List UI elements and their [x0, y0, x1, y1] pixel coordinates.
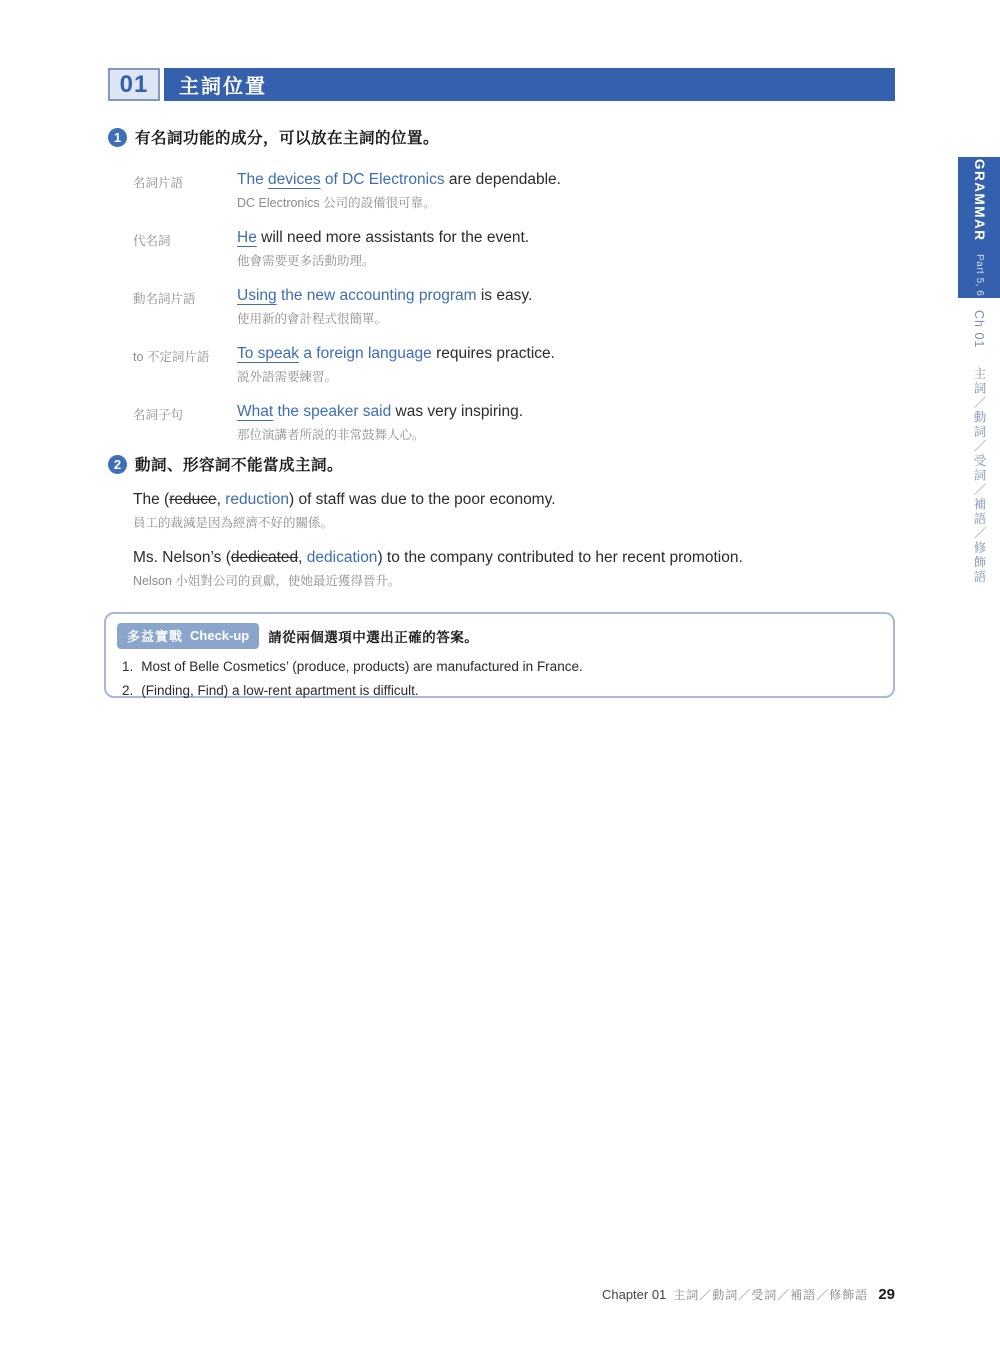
chapter-side-label-text [970, 310, 988, 610]
example-translation: 他會需要更多活動助理。 [237, 254, 375, 268]
checkup-item-list [106, 659, 893, 698]
chapter-title-banner [164, 68, 895, 101]
section2-examples [133, 489, 898, 590]
example-body [237, 343, 555, 386]
example-type-label: to 不定詞片語 [133, 350, 210, 364]
section-heading-text: 有名詞功能的成分，可以放在主詞的位置。 [135, 130, 440, 147]
checkup-item-number: 2. [122, 683, 134, 698]
checkup-item [122, 659, 893, 674]
grammar-tab-title: GRAMMAR [972, 158, 987, 242]
section-heading-row [108, 453, 898, 475]
chapter-header [108, 68, 895, 101]
footer-chapter-label: Chapter 01 [601, 1287, 667, 1302]
example-sentence: The devices of DC Electronics are dependable. [237, 171, 561, 188]
example-translation: 使用新的會計程式很簡單。 [237, 312, 388, 326]
checkup-item [122, 683, 893, 698]
section-number-badge: 1 [108, 128, 127, 147]
example-type-label: 名詞子句 [133, 408, 184, 422]
checkup-instruction: 請從兩個選項中選出正確的答案。 [268, 630, 479, 645]
section-heading-row [108, 126, 898, 148]
example-row-infinitive-phrase [133, 343, 898, 386]
example-sentence: What the speaker said was very inspiring. [237, 403, 524, 420]
example-row-noun-clause [133, 401, 898, 444]
footer-topics: 主詞／動詞／受詞／補語／修飾語 [673, 1288, 869, 1302]
grammar-part-tab [958, 157, 1000, 298]
grammar-tab-subtitle: Part 5, 6 [974, 253, 985, 297]
page-footer [602, 1286, 895, 1303]
side-chapter-number: Ch 01 [972, 310, 986, 349]
example-sentence: He will need more assistants for the event. [237, 229, 530, 246]
chapter-title: 主詞位置 [179, 76, 267, 98]
example-translation: 説外語需要練習。 [237, 370, 338, 384]
example-sentence: To speak a foreign language requires practice. [237, 345, 555, 362]
example-body [237, 169, 561, 212]
checkup-item-text: (Finding, Find) a low-rent apartment is difficult. [141, 683, 419, 698]
checkup-badge-en: Check-up [190, 628, 250, 643]
example-sentence: Ms. Nelson’s (dedicated, dedication) to the company contributed to her recent promotion. [133, 549, 743, 566]
example-row-noun-phrase [133, 169, 898, 212]
example-row-pronoun [133, 227, 898, 270]
example-translation: 那位演講者所説的非常鼓舞人心。 [237, 428, 425, 442]
example-sentence: Using the new accounting program is easy. [237, 287, 533, 304]
example-row-gerund-phrase [133, 285, 898, 328]
grammar-part-tab-text [970, 159, 988, 296]
checkup-header [117, 623, 893, 649]
checkup-badge-zh: 多益實戰 [127, 629, 184, 644]
example-body [237, 401, 523, 444]
page-number: 29 [878, 1286, 895, 1303]
side-chapter-topics: 主詞／動詞／受詞／補語／修飾語 [972, 366, 986, 585]
example-translation: 員工的裁減是因為經濟不好的關係。 [133, 516, 334, 530]
checkup-item-text: Most of Belle Cosmetics’ (produce, products) are manufactured in France. [141, 659, 583, 674]
example-type-label: 代名詞 [133, 234, 171, 248]
section-heading-text: 動詞、形容詞不能當成主詞。 [135, 457, 344, 474]
example-body [237, 285, 532, 328]
example-translation: DC Electronics 公司的設備很可靠。 [237, 196, 436, 210]
checkup-box [104, 612, 895, 698]
checkup-badge [117, 623, 259, 649]
example-list [133, 169, 898, 444]
example-translation: Nelson 小姐對公司的貢獻，使她最近獲得晉升。 [133, 574, 401, 588]
section-subject-positions [108, 126, 898, 459]
example-body [237, 227, 529, 270]
section-number-badge: 2 [108, 455, 127, 474]
example-type-label: 動名詞片語 [133, 292, 196, 306]
checkup-item-number: 1. [122, 659, 134, 674]
chapter-side-label [958, 310, 1000, 610]
section-verbs-adjectives [108, 453, 898, 605]
chapter-number: 01 [119, 70, 149, 98]
example-sentence: The (reduce, reduction) of staff was due to the poor economy. [133, 491, 556, 508]
chapter-number-box [108, 68, 160, 101]
example-type-label: 名詞片語 [133, 176, 184, 190]
